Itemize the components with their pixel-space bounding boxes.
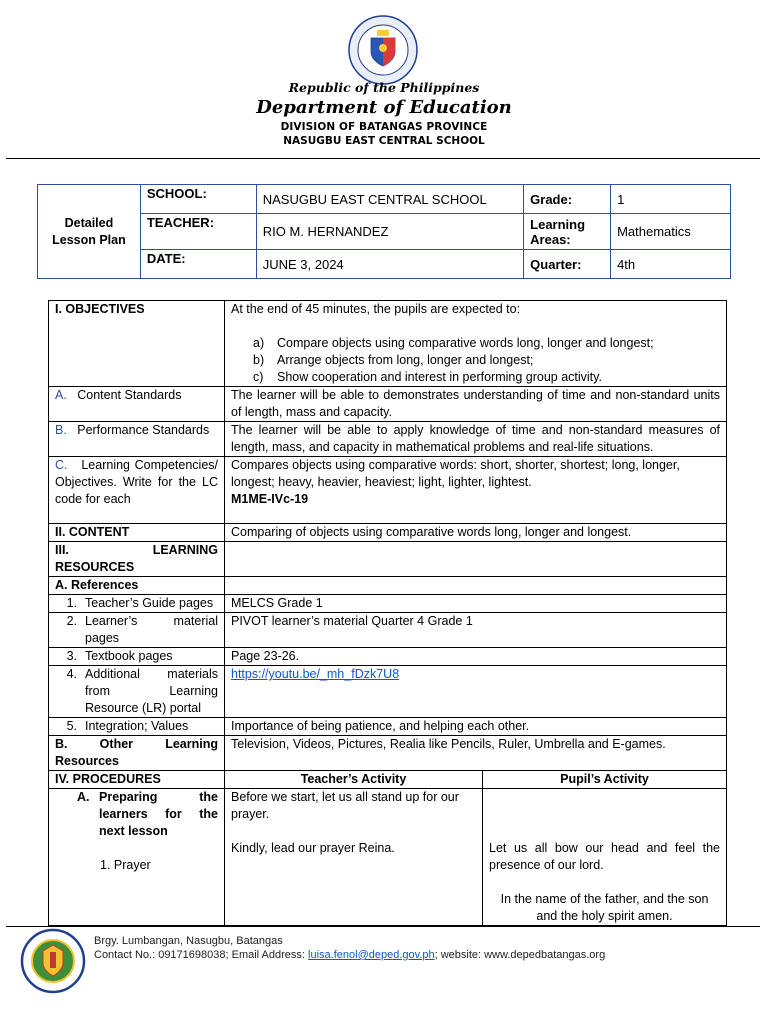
date-value: JUNE 3, 2024: [256, 250, 523, 279]
content-text: Comparing of objects using comparative words long, longer and longest.: [225, 524, 727, 542]
competency-code: M1ME-IVc-19: [231, 492, 309, 506]
reference-value: MELCS Grade 1: [225, 595, 727, 613]
reference-label: Teacher’s Guide pages: [85, 596, 214, 610]
procedures-header-row: [49, 771, 727, 789]
reference-row: 1. Teacher’s Guide pages MELCS Grade 1: [49, 595, 727, 613]
reference-label: Learner’s material pages: [85, 614, 218, 645]
footer-contact: Contact No.: 09171698038; Email Address: luisa.fenol@deped.gov.ph; website: www.depedbatangas.org: [94, 949, 606, 961]
competencies-text: Compares objects using comparative words: short, shorter, shortest; long, longer, longest; heavy, heavier, heaviest; light, lighter, lightest.: [231, 458, 680, 489]
teacher-value: RIO M. HERNANDEZ: [256, 214, 523, 250]
reference-value: PIVOT learner’s material Quarter 4 Grade 1: [225, 613, 727, 648]
teacher-line-1: Before we start, let us all stand up for our prayer.: [231, 790, 459, 821]
reference-row: 5. Integration; Values Importance of being patience, and helping each other.: [49, 718, 727, 736]
objectives-list: [231, 335, 720, 386]
objectives-intro: At the end of 45 minutes, the pupils are expected to:: [231, 302, 521, 316]
performance-standards-row: [49, 422, 727, 457]
footer-address: Brgy. Lumbangan, Nasugbu, Batangas: [94, 935, 283, 947]
teacher-activity-header: Teacher’s Activity: [225, 771, 483, 789]
school-heading: NASUGBU EAST CENTRAL SCHOOL: [283, 135, 485, 147]
learning-areas-label: Learning Areas:: [524, 214, 611, 250]
teacher-label: TEACHER:: [140, 214, 256, 250]
performance-standards-text: The learner will be able to apply knowledge of time and non-standard measures of length, mass, and capacity in mathematical problems and real-life situations.: [225, 422, 727, 457]
objectives-label: I. OBJECTIVES: [49, 301, 225, 387]
pupil-line-1: Let us all bow our head and feel the presence of our lord.: [489, 841, 721, 872]
reference-row: 2. Learner’s material pages PIVOT learner’s material Quarter 4 Grade 1: [49, 613, 727, 648]
objective-item: a) Compare objects using comparative words long, longer and longest;: [253, 336, 654, 350]
reference-row: 4. Additional materials from Learning Resource (LR) portal https://youtu.be/_mh_fDzk7U8: [49, 666, 727, 718]
reference-value: Importance of being patience, and helping each other.: [225, 718, 727, 736]
learning-resources-row: [49, 542, 727, 577]
performance-standards-label: Performance Standards: [77, 423, 210, 437]
school-logo: [20, 928, 86, 994]
content-standards-label: Content Standards: [77, 388, 182, 402]
performance-standards-marker: B.: [55, 423, 67, 437]
lesson-plan-table: [48, 300, 727, 926]
references-label: A. References: [49, 577, 225, 595]
reference-label: Additional materials from Learning Resource (LR) portal: [85, 667, 218, 715]
learning-resources-label: III. LEARNING RESOURCES: [49, 542, 225, 577]
content-label: II. CONTENT: [49, 524, 225, 542]
reference-label: Textbook pages: [85, 649, 173, 663]
objective-item: b) Arrange objects from long, longer and longest;: [253, 353, 534, 367]
step-a-label: Preparing the learners for the next lesson: [99, 790, 218, 838]
deped-seal-logo: [347, 14, 419, 86]
competencies-row: [49, 457, 727, 524]
procedures-label: IV. PROCEDURES: [49, 771, 225, 789]
reference-label: Integration; Values: [85, 719, 189, 733]
content-standards-row: [49, 387, 727, 422]
reference-row: 3. Textbook pages Page 23-26.: [49, 648, 727, 666]
quarter-value: 4th: [611, 250, 731, 279]
lesson-info-table: [37, 184, 731, 279]
competencies-label: Learning Competencies/ Objectives. Write for the LC code for each: [55, 458, 219, 506]
learning-areas-value: Mathematics: [611, 214, 731, 250]
school-label: SCHOOL:: [140, 185, 256, 214]
content-standards-text: The learner will be able to demonstrates understanding of time and non-standard units of length, mass and capacity.: [225, 387, 727, 422]
content-row: [49, 524, 727, 542]
pupil-line-2: In the name of the father, and the son and the holy spirit amen.: [500, 892, 709, 923]
other-resources-text: Television, Videos, Pictures, Realia like Pencils, Ruler, Umbrella and E-games.: [225, 736, 727, 771]
step-a-marker: A.: [77, 790, 90, 804]
school-value: NASUGBU EAST CENTRAL SCHOOL: [256, 185, 523, 214]
grade-label: Grade:: [524, 185, 611, 214]
objective-item: c) Show cooperation and interest in performing group activity.: [253, 370, 602, 384]
other-resources-row: [49, 736, 727, 771]
republic-heading: Republic of the Philippines: [288, 80, 480, 95]
footer-divider: [6, 926, 760, 927]
other-resources-label: B. Other Learning Resources: [49, 736, 225, 771]
header-divider: [6, 158, 760, 159]
quarter-label: Quarter:: [524, 250, 611, 279]
youtube-link[interactable]: https://youtu.be/_mh_fDzk7U8: [231, 667, 400, 681]
objectives-row: [49, 301, 727, 387]
pupil-activity-header: Pupil’s Activity: [483, 771, 727, 789]
reference-value: Page 23-26.: [225, 648, 727, 666]
references-row: [49, 577, 727, 595]
content-standards-marker: A.: [55, 388, 67, 402]
department-heading: Department of Education: [256, 97, 512, 118]
prayer-row: [49, 789, 727, 926]
competencies-marker: C.: [55, 458, 68, 472]
email-link[interactable]: luisa.fenol@deped.gov.ph: [308, 949, 435, 961]
teacher-line-2: Kindly, lead our prayer Reina.: [231, 841, 395, 855]
date-label: DATE:: [140, 250, 256, 279]
lesson-plan-title: Detailed Lesson Plan: [38, 185, 141, 279]
prayer-label: 1. Prayer: [100, 858, 151, 872]
division-heading: DIVISION OF BATANGAS PROVINCE: [280, 121, 488, 133]
grade-value: 1: [611, 185, 731, 214]
